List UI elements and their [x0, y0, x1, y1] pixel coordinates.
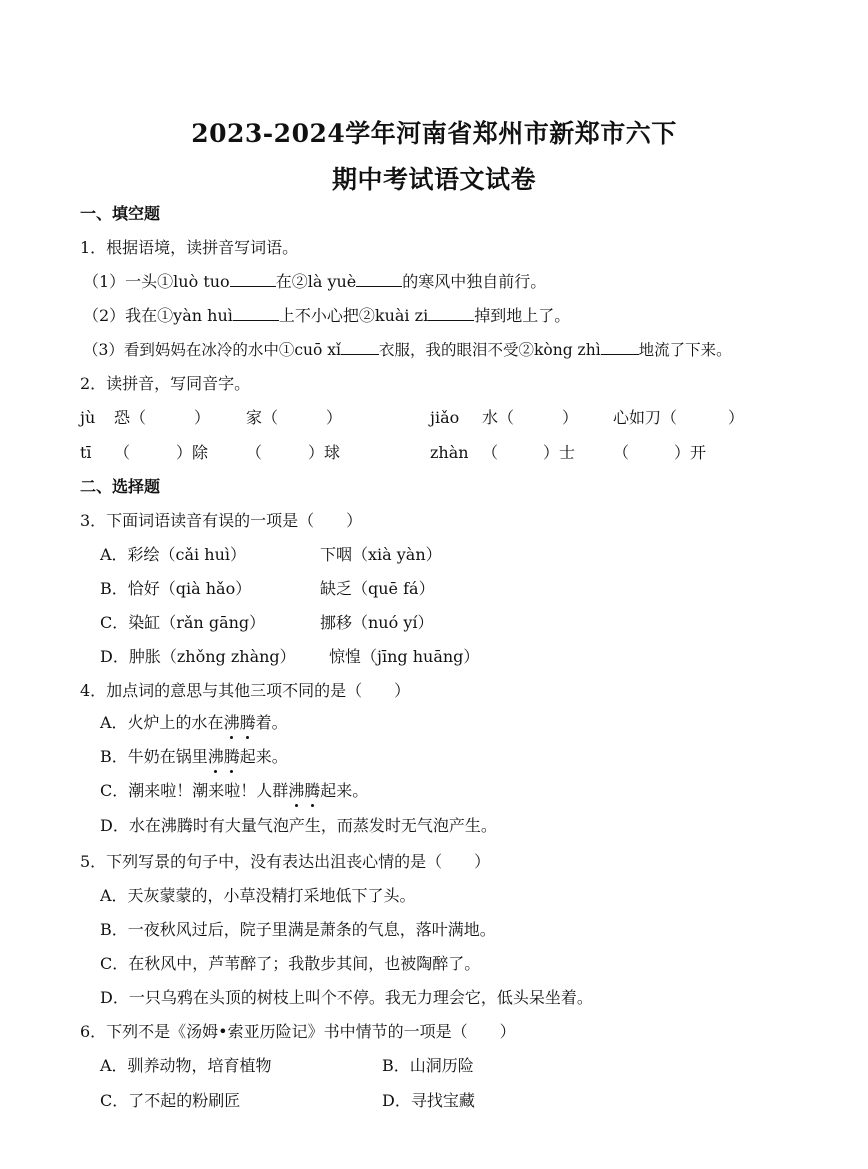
- q4-option-d[interactable]: D．水在沸腾时有大量气泡产生，而蒸发时无气泡产生。: [100, 816, 497, 835]
- q3-option-c-right: 挪移（nuó yí）: [320, 613, 434, 632]
- answer-blank[interactable]: [230, 272, 276, 287]
- q1-item3-part-c: 地流了下来。: [638, 341, 732, 359]
- question-1-item-1: [83, 272, 546, 292]
- q3-option-d-left[interactable]: D．肿胀（zhǒng zhàng）: [100, 647, 296, 666]
- q3-option-a-left[interactable]: A．彩绘（cǎi huì）: [100, 545, 246, 564]
- q2-row-2-cell: ）球: [308, 443, 341, 462]
- q2-row-1-cell: ）: [194, 408, 211, 427]
- question-5-stem: 5．下列写景的句子中，没有表达出沮丧心情的是（ ）: [80, 852, 491, 871]
- q2-row-2-cell: ）开: [674, 443, 707, 462]
- emphasis-dot-char: 腾: [223, 747, 240, 766]
- q2-row-1-pinyin-1: jù: [80, 408, 96, 427]
- question-4-stem: 4．加点词的意思与其他三项不同的是（ ）: [80, 681, 411, 700]
- q3-option-b-left[interactable]: B．恰好（qià hǎo）: [100, 579, 252, 598]
- q5-option-c[interactable]: C．在秋风中，芦苇醉了；我散步其间，也被陶醉了。: [100, 954, 481, 973]
- q1-item1-part-c: 的寒风中独自前行。: [402, 272, 547, 291]
- q5-option-d[interactable]: D．一只乌鸦在头顶的树枝上叫个不停。我无力理会它，低头呆坐着。: [100, 988, 593, 1007]
- q1-item1-part-a: （1）一头①luò tuo: [83, 272, 230, 291]
- q3-option-c-left[interactable]: C．染缸（rǎn gāng）: [100, 613, 266, 632]
- answer-blank[interactable]: [233, 306, 279, 321]
- q2-row-2-pinyin-1: tī: [80, 443, 92, 462]
- answer-blank[interactable]: [356, 272, 402, 287]
- q2-row-1-cell: ）: [728, 408, 745, 427]
- page-title-line-2: 期中考试语文试卷: [331, 165, 536, 194]
- q3-option-b-right: 缺乏（quē fá）: [320, 579, 435, 598]
- emphasis-dot-char: 腾: [239, 713, 256, 732]
- q1-item1-part-b: 在②là yuè: [275, 272, 357, 291]
- answer-blank[interactable]: [428, 306, 474, 321]
- q2-row-1-cell: 家（: [246, 408, 279, 427]
- q2-row-2-cell: （: [482, 443, 499, 462]
- q4-a-text: 着。: [255, 713, 288, 732]
- q6-option-a[interactable]: A．驯养动物，培育植物: [100, 1056, 272, 1075]
- q2-row-1-cell: 水（: [482, 408, 515, 427]
- q2-row-2-cell: ）士: [543, 443, 576, 462]
- q4-c-text: 起来。: [320, 781, 369, 800]
- q4-b-text: 起来。: [239, 747, 288, 766]
- question-6-stem: 6．下列不是《汤姆•索亚历险记》书中情节的一项是（ ）: [80, 1022, 516, 1041]
- q1-item2-part-c: 掉到地上了。: [474, 306, 571, 325]
- question-1-item-3: [83, 340, 732, 360]
- q5-option-a[interactable]: A．天灰蒙蒙的，小草没精打采地低下了头。: [100, 886, 416, 905]
- q3-option-a-right: 下咽（xià yàn）: [320, 545, 442, 564]
- q2-row-1-cell: ）: [326, 408, 343, 427]
- q2-row-1-cell: ）: [562, 408, 579, 427]
- q6-option-d[interactable]: D．寻找宝藏: [382, 1091, 475, 1110]
- question-2-stem: 2．读拼音，写同音字。: [80, 374, 251, 393]
- q4-b-text: B．牛奶在锅里: [100, 747, 208, 766]
- q2-row-2-cell: （: [114, 443, 131, 462]
- q2-row-1-cell: 恐（: [114, 408, 147, 427]
- section-heading-choice: 二、选择题: [80, 477, 161, 496]
- answer-blank[interactable]: [601, 340, 639, 355]
- q1-item2-part-a: （2）我在①yàn huì: [83, 306, 233, 325]
- answer-blank[interactable]: [341, 340, 379, 355]
- q4-c-text: C．潮来啦！潮来啦！人群: [100, 781, 289, 800]
- q2-row-2-pinyin-2: zhàn: [430, 443, 469, 462]
- q1-item3-part-a: （3）看到妈妈在冰冷的水中①cuō xǐ: [83, 341, 341, 359]
- q2-row-2-cell: ）除: [176, 443, 209, 462]
- emphasis-dot-char: 沸: [288, 781, 305, 800]
- q5-option-b[interactable]: B．一夜秋风过后，院子里满是萧条的气息，落叶满地。: [100, 920, 496, 939]
- q4-option-b[interactable]: [100, 747, 288, 767]
- q2-row-2-cell: （: [246, 443, 263, 462]
- q6-option-b[interactable]: B．山洞历险: [382, 1056, 474, 1075]
- emphasis-dot-char: 腾: [304, 781, 321, 800]
- section-heading-fill-in: 一、填空题: [80, 204, 161, 223]
- q6-option-c[interactable]: C．了不起的粉刷匠: [100, 1091, 241, 1110]
- page-title-line-1: 2023-2024学年河南省郑州市新郑市六下: [191, 119, 677, 148]
- q1-item3-part-b: 衣服，我的眼泪不受②kòng zhì: [378, 341, 601, 359]
- emphasis-dot-char: 沸: [223, 713, 240, 732]
- question-3-stem: 3．下面词语读音有误的一项是（ ）: [80, 511, 363, 530]
- q1-item2-part-b: 上不小心把②kuài zi: [278, 306, 429, 325]
- q2-row-1-pinyin-2: jiǎo: [430, 408, 460, 427]
- q4-a-text: A．火炉上的水在: [100, 713, 224, 732]
- emphasis-dot-char: 沸: [207, 747, 224, 766]
- question-1-item-2: [83, 306, 570, 326]
- q2-row-1-cell: 心如刀（: [613, 408, 678, 427]
- question-1-stem: 1．根据语境，读拼音写词语。: [80, 238, 299, 257]
- q4-option-a[interactable]: [100, 713, 288, 733]
- q2-row-2-cell: （: [613, 443, 630, 462]
- q3-option-d-right: 惊惶（jīng huāng）: [329, 647, 480, 666]
- q4-option-c[interactable]: [100, 781, 368, 801]
